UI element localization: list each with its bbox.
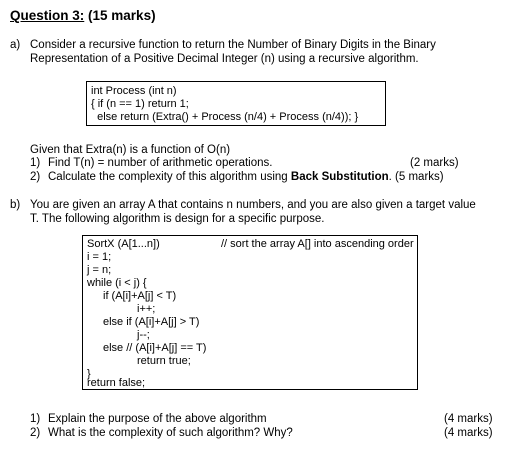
code-line: else if (A[i]+A[j] > T) xyxy=(103,316,200,328)
code-line: if (A[i]+A[j] < T) xyxy=(103,290,177,302)
code-line: i = 1; xyxy=(87,251,112,263)
code-line: } xyxy=(87,368,91,380)
part-b-line1: You are given an array A that contains n numbers, and you are also given a target value xyxy=(30,199,476,211)
part-a-line2: Representation of a Positive Decimal Integer (n) using a recursive algorithm. xyxy=(30,53,419,65)
part-b-item2: What is the complexity of such algorithm? Why? xyxy=(48,427,293,439)
part-b-item1-marker: 1) xyxy=(30,413,41,425)
part-a-line1: Consider a recursive function to return the Number of Binary Digits in the Binary xyxy=(30,39,436,51)
code-line: j--; xyxy=(137,329,150,341)
code-header: SortX (A[1...n]) xyxy=(87,238,160,250)
code-line: else // (A[i]+A[j] == T) xyxy=(103,342,207,354)
code-comment: // sort the array A[] into ascending order xyxy=(221,238,414,250)
code-line: { if (n == 1) return 1; xyxy=(91,98,189,110)
code-line: return true; xyxy=(137,355,191,367)
part-a-given: Given that Extra(n) is a function of O(n) xyxy=(30,144,231,156)
part-a-item2-text: Calculate the complexity of this algorithm using xyxy=(48,171,291,183)
part-a-item2-bold: Back Substitution xyxy=(290,171,389,183)
part-b-code-box xyxy=(82,235,418,390)
question-title xyxy=(10,8,156,23)
part-b-item1-marks: (4 marks) xyxy=(444,413,493,425)
question-marks: (15 marks) xyxy=(88,8,156,23)
code-line: j = n; xyxy=(87,264,112,276)
part-a-item2-marks: . (5 marks) xyxy=(388,171,444,183)
part-b-item2-marker: 2) xyxy=(30,427,41,439)
code-line: while (i < j) { xyxy=(87,277,147,289)
question-label: Question 3: xyxy=(10,8,85,23)
part-b-marker: b) xyxy=(10,199,21,211)
part-a-item1-marker: 1) xyxy=(30,157,41,169)
part-b-line2: T. The following algorithm is design for a specific purpose. xyxy=(30,213,325,225)
part-b-item2-marks: (4 marks) xyxy=(444,427,493,439)
part-b-item1: Explain the purpose of the above algorithm xyxy=(48,413,267,425)
part-a-item2-marker: 2) xyxy=(30,171,41,183)
code-line: return false; xyxy=(87,377,146,389)
code-line: i++; xyxy=(137,303,156,315)
part-a-marker: a) xyxy=(10,39,21,51)
part-a-item2 xyxy=(48,170,444,185)
code-line: else return (Extra() + Process (n/4) + Process (n/4)); } xyxy=(91,111,359,123)
part-a-item1-marks: (2 marks) xyxy=(410,157,459,169)
code-line: int Process (int n) xyxy=(91,85,177,97)
part-a-code-box xyxy=(86,81,386,126)
part-a-item1: Find T(n) = number of arithmetic operations. xyxy=(48,157,273,169)
